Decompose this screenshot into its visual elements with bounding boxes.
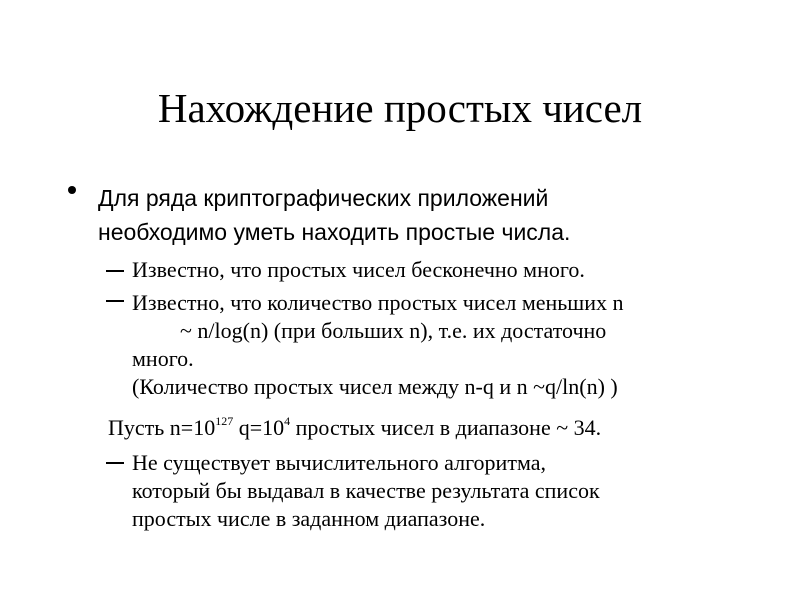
- pust-exponent-1: 127: [215, 414, 234, 428]
- sub-bullet-2-line-2: ~ n/log(n) (при больших n), т.е. их достаточно: [180, 318, 607, 343]
- pust-prefix: Пусть n=10: [108, 415, 216, 440]
- sub-bullet-2-line-3: много.: [132, 346, 194, 371]
- dash-icon: [106, 462, 124, 464]
- pust-suffix: простых чисел в диапазоне ~ 34.: [290, 415, 602, 440]
- dash-icon: [106, 300, 124, 302]
- main-bullet: [98, 181, 570, 249]
- bullet-dot-icon: [68, 186, 76, 194]
- sub-bullet-2-line-1: Известно, что количество простых чисел меньших n: [132, 290, 624, 315]
- main-bullet-line-2: необходимо уметь находить простые числа.: [98, 219, 571, 245]
- sub-bullet-3-line-1: Не существует вычислительного алгоритма,: [132, 450, 546, 475]
- pust-line: [108, 414, 601, 442]
- sub-bullet-3: [132, 449, 600, 533]
- sub-bullet-3-line-3: простых числе в заданном диапазоне.: [132, 506, 486, 531]
- sub-bullet-1: Известно, что простых чисел бесконечно много.: [132, 257, 585, 282]
- sub-bullet-3-line-2: который бы выдавал в качестве результата список: [132, 478, 600, 503]
- dash-icon: [106, 270, 124, 272]
- sub-bullet-2: [132, 289, 624, 401]
- slide-title: Нахождение простых чисел: [157, 85, 643, 131]
- pust-exponent-2: 4: [284, 414, 291, 428]
- pust-middle: q=10: [233, 415, 285, 440]
- sub-bullet-2-line-4: (Количество простых чисел между n-q и n ~q/ln(n) ): [132, 374, 618, 399]
- main-bullet-line-1: Для ряда криптографических приложений: [98, 185, 549, 211]
